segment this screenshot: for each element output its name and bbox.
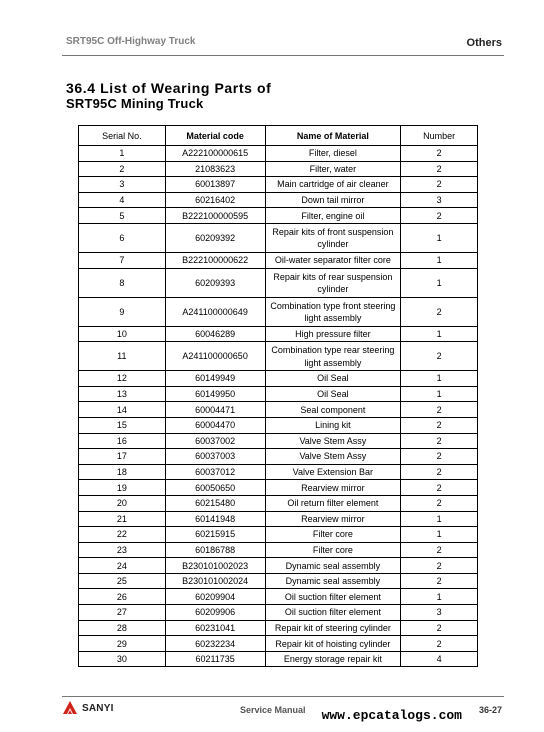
cell-serial-no: 23 [79,542,166,558]
cell-number: 1 [401,326,478,342]
sanyi-logo-icon [62,700,78,716]
cell-material-code: 60046289 [165,326,265,342]
cell-serial-no: 22 [79,527,166,543]
table-row [79,589,478,605]
cell-name-of-material: Dynamic seal assembly [265,558,401,574]
cell-number: 2 [401,558,478,574]
cell-material-code: 60209393 [165,268,265,297]
cell-material-code: B222100000595 [165,208,265,224]
cell-material-code: 60209392 [165,223,265,252]
cell-material-code: B222100000622 [165,252,265,268]
cell-name-of-material: Down tail mirror [265,192,401,208]
table-row [79,480,478,496]
cell-material-code: 60209906 [165,605,265,621]
cell-number: 2 [401,342,478,371]
wearing-parts-table [78,125,478,667]
watermark-url: www.epcatalogs.com [321,708,462,723]
cell-serial-no: 26 [79,589,166,605]
table-row [79,161,478,177]
cell-name-of-material: Rearview mirror [265,511,401,527]
cell-name-of-material: Oil suction filter element [265,605,401,621]
header-divider [62,55,504,56]
cell-serial-no: 28 [79,620,166,636]
cell-name-of-material: High pressure filter [265,326,401,342]
cell-number: 2 [401,480,478,496]
cell-name-of-material: Dynamic seal assembly [265,573,401,589]
table-row [79,297,478,326]
cell-material-code: 60141948 [165,511,265,527]
cell-material-code: 60216402 [165,192,265,208]
cell-number: 2 [401,464,478,480]
cell-number: 2 [401,177,478,193]
table-row [79,417,478,433]
table-row [79,542,478,558]
running-header-title: SRT95C Off-Highway Truck [66,36,196,47]
cell-number: 2 [401,495,478,511]
cell-name-of-material: Combination type rear steering light assembly [265,342,401,371]
table-row [79,651,478,667]
cell-number: 2 [401,297,478,326]
cell-number: 1 [401,511,478,527]
running-header-section: Others [466,37,502,49]
cell-name-of-material: Valve Extension Bar [265,464,401,480]
cell-serial-no: 3 [79,177,166,193]
cell-serial-no: 16 [79,433,166,449]
header-material-code: Material code [165,126,265,146]
cell-number: 3 [401,192,478,208]
cell-material-code: 60231041 [165,620,265,636]
cell-name-of-material: Oil Seal [265,386,401,402]
cell-serial-no: 6 [79,223,166,252]
cell-name-of-material: Oil return filter element [265,495,401,511]
cell-material-code: 60013897 [165,177,265,193]
table-row [79,558,478,574]
cell-name-of-material: Oil-water separator filter core [265,252,401,268]
table-row [79,342,478,371]
cell-serial-no: 19 [79,480,166,496]
table-row [79,449,478,465]
cell-number: 2 [401,146,478,162]
header-serial-no: Serial No. [79,126,166,146]
cell-material-code: 60232234 [165,636,265,652]
section-title-line-2: SRT95C Mining Truck [66,96,204,111]
cell-serial-no: 13 [79,386,166,402]
cell-serial-no: 18 [79,464,166,480]
brand-name: SANYI [82,702,114,714]
cell-name-of-material: Main cartridge of air cleaner [265,177,401,193]
cell-material-code: 60209904 [165,589,265,605]
table-row [79,636,478,652]
table-row [79,326,478,342]
section-title [66,80,271,112]
cell-serial-no: 20 [79,495,166,511]
table-row [79,433,478,449]
cell-name-of-material: Energy storage repair kit [265,651,401,667]
cell-number: 2 [401,573,478,589]
cell-material-code: 60215915 [165,527,265,543]
table-row [79,527,478,543]
cell-material-code: 60211735 [165,651,265,667]
footer-divider [62,696,504,697]
cell-number: 2 [401,417,478,433]
cell-serial-no: 24 [79,558,166,574]
table-header-row [79,126,478,146]
cell-number: 1 [401,371,478,387]
cell-serial-no: 7 [79,252,166,268]
cell-name-of-material: Filter core [265,542,401,558]
table-row [79,223,478,252]
cell-material-code: 60186788 [165,542,265,558]
cell-serial-no: 21 [79,511,166,527]
cell-number: 1 [401,386,478,402]
header-number: Number [401,126,478,146]
cell-serial-no: 9 [79,297,166,326]
table-row [79,573,478,589]
cell-number: 2 [401,208,478,224]
cell-number: 2 [401,402,478,418]
table-row [79,511,478,527]
cell-serial-no: 14 [79,402,166,418]
table-row [79,402,478,418]
cell-material-code: 60004471 [165,402,265,418]
cell-number: 2 [401,161,478,177]
table-row [79,620,478,636]
cell-material-code: 60004470 [165,417,265,433]
cell-name-of-material: Oil suction filter element [265,589,401,605]
cell-number: 3 [401,605,478,621]
table-row [79,208,478,224]
cell-name-of-material: Repair kit of steering cylinder [265,620,401,636]
cell-number: 1 [401,589,478,605]
cell-serial-no: 5 [79,208,166,224]
table-body [79,146,478,667]
cell-name-of-material: Oil Seal [265,371,401,387]
cell-number: 2 [401,636,478,652]
cell-name-of-material: Valve Stem Assy [265,433,401,449]
cell-name-of-material: Repair kits of rear suspension cylinder [265,268,401,297]
cell-material-code: 21083623 [165,161,265,177]
cell-name-of-material: Seal component [265,402,401,418]
cell-material-code: 60037002 [165,433,265,449]
table-row [79,268,478,297]
table-row [79,371,478,387]
section-title-line-1: 36.4 List of Wearing Parts of [66,80,272,96]
cell-serial-no: 8 [79,268,166,297]
cell-name-of-material: Repair kit of hoisting cylinder [265,636,401,652]
cell-name-of-material: Filter, diesel [265,146,401,162]
cell-serial-no: 30 [79,651,166,667]
cell-serial-no: 29 [79,636,166,652]
cell-name-of-material: Valve Stem Assy [265,449,401,465]
cell-material-code: B230101002023 [165,558,265,574]
cell-serial-no: 12 [79,371,166,387]
table-row [79,605,478,621]
cell-material-code: 60037003 [165,449,265,465]
cell-name-of-material: Rearview mirror [265,480,401,496]
cell-material-code: 60149950 [165,386,265,402]
cell-serial-no: 27 [79,605,166,621]
cell-material-code: A241100000649 [165,297,265,326]
cell-serial-no: 1 [79,146,166,162]
table-row [79,495,478,511]
cell-material-code: 60037012 [165,464,265,480]
cell-number: 2 [401,620,478,636]
footer-manual-title: Service Manual [240,705,306,715]
cell-number: 1 [401,252,478,268]
cell-material-code: A222100000615 [165,146,265,162]
cell-number: 1 [401,223,478,252]
table-row [79,192,478,208]
cell-number: 1 [401,268,478,297]
table-row [79,464,478,480]
cell-serial-no: 15 [79,417,166,433]
cell-name-of-material: Repair kits of front suspension cylinder [265,223,401,252]
cell-material-code: 60149949 [165,371,265,387]
sanyi-logo [62,700,114,716]
cell-number: 2 [401,542,478,558]
cell-name-of-material: Filter, engine oil [265,208,401,224]
cell-number: 1 [401,527,478,543]
page-number: 36-27 [478,705,502,715]
cell-name-of-material: Filter core [265,527,401,543]
cell-serial-no: 17 [79,449,166,465]
cell-serial-no: 10 [79,326,166,342]
cell-material-code: A241100000650 [165,342,265,371]
cell-number: 4 [401,651,478,667]
header-name-of-material: Name of Material [265,126,401,146]
table-row [79,177,478,193]
cell-material-code: 60215480 [165,495,265,511]
cell-name-of-material: Lining kit [265,417,401,433]
cell-material-code: 60050650 [165,480,265,496]
cell-name-of-material: Filter, water [265,161,401,177]
cell-serial-no: 25 [79,573,166,589]
cell-serial-no: 4 [79,192,166,208]
cell-material-code: B230101002024 [165,573,265,589]
cell-serial-no: 2 [79,161,166,177]
table-row [79,146,478,162]
cell-name-of-material: Combination type front steering light assembly [265,297,401,326]
table-row [79,252,478,268]
cell-serial-no: 11 [79,342,166,371]
table-row [79,386,478,402]
cell-number: 2 [401,449,478,465]
cell-number: 2 [401,433,478,449]
